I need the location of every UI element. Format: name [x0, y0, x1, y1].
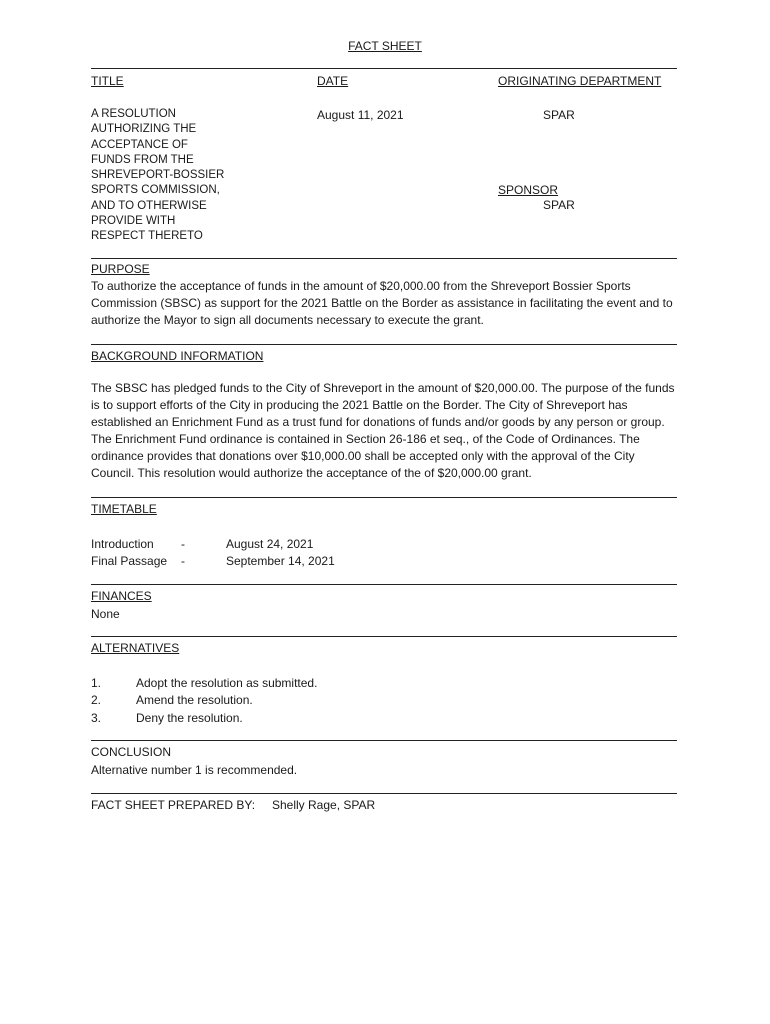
timetable-step: Introduction [91, 537, 154, 551]
resolution-title-line: SPORTS COMMISSION, [91, 184, 220, 197]
title-column-label: TITLE [91, 74, 124, 88]
timetable-row [91, 536, 313, 553]
timetable-date: September 14, 2021 [226, 554, 335, 568]
resolution-title-line: FUNDS FROM THE [91, 153, 194, 166]
finances-heading: FINANCES [91, 589, 152, 603]
background-heading: BACKGROUND INFORMATION [91, 349, 264, 363]
divider [91, 258, 677, 259]
divider [91, 344, 677, 345]
alternative-item [91, 675, 317, 692]
resolution-title-line: A RESOLUTION [91, 108, 176, 120]
timetable-row [91, 553, 335, 570]
date-column-label: DATE [317, 74, 349, 88]
purpose-text: To authorize the acceptance of funds in the amount of $20,000.00 from the Shreveport Bossier Sports Commission (SBSC) as support for the 2021 Battle on the Border as assistance in facilitating the event and to authorize the Mayor to sign all documents necessary to execute the grant. [91, 279, 673, 327]
conclusion-heading: CONCLUSION [91, 745, 172, 759]
sponsor-label: SPONSOR [498, 183, 559, 197]
finances-value: None [91, 607, 120, 621]
department-value: SPAR [543, 108, 575, 122]
conclusion-text: Alternative number 1 is recommended. [91, 763, 298, 777]
department-column-label: ORIGINATING DEPARTMENT [498, 74, 662, 88]
prepared-by-label: FACT SHEET PREPARED BY: [91, 798, 256, 812]
timetable-step: Final Passage [91, 554, 168, 568]
resolution-title-line: RESPECT THERETO [91, 230, 203, 242]
timetable-dash: - [181, 554, 185, 568]
alternative-text: Deny the resolution. [136, 711, 243, 725]
resolution-title-line: PROVIDE WITH [91, 214, 176, 227]
timetable-date: August 24, 2021 [226, 537, 314, 551]
alternative-item [91, 710, 243, 727]
sponsor-value: SPAR [543, 198, 575, 212]
divider [91, 793, 677, 794]
background-text: The SBSC has pledged funds to the City of Shreveport in the amount of $20,000.00. The purpose of the funds is to support efforts of the City in producing the 2021 Battle on the Border. The City of Shreveport has established an Enrichment Fund as a trust fund for donations of funds and/or goods by any person or group. The Enrichment Fund ordinance is contained in Section 26-186 et seq., of the Code of Ordinances. The ordinance provides that donations over $10,000.00 shall be accepted only with the approval of the City Council. This resolution would authorize the acceptance of the of $20,000.00 grant. [91, 381, 675, 480]
divider [91, 68, 677, 69]
alternative-text: Adopt the resolution as submitted. [136, 676, 318, 690]
resolution-title-line: SHREVEPORT-BOSSIER [91, 169, 225, 181]
prepared-by [91, 797, 375, 814]
alternative-number: 2. [91, 693, 102, 707]
prepared-by-value: Shelly Rage, SPAR [272, 798, 376, 812]
resolution-title-line: AUTHORIZING THE [91, 123, 197, 136]
timetable-heading: TIMETABLE [91, 502, 157, 516]
resolution-title-line: ACCEPTANCE OF [91, 138, 188, 151]
alternative-text: Amend the resolution. [136, 693, 253, 707]
timetable-dash: - [181, 537, 185, 551]
page-title: FACT SHEET [348, 39, 422, 53]
divider [91, 740, 677, 741]
purpose-heading: PURPOSE [91, 262, 150, 276]
divider [91, 636, 677, 637]
resolution-title [91, 107, 224, 244]
alternative-number: 3. [91, 711, 102, 725]
divider [91, 497, 677, 498]
resolution-title-line: AND TO OTHERWISE [91, 199, 207, 212]
alternatives-heading: ALTERNATIVES [91, 641, 180, 655]
alternative-number: 1. [91, 676, 102, 690]
divider [91, 584, 677, 585]
alternative-item [91, 692, 253, 709]
date-value: August 11, 2021 [317, 108, 404, 122]
